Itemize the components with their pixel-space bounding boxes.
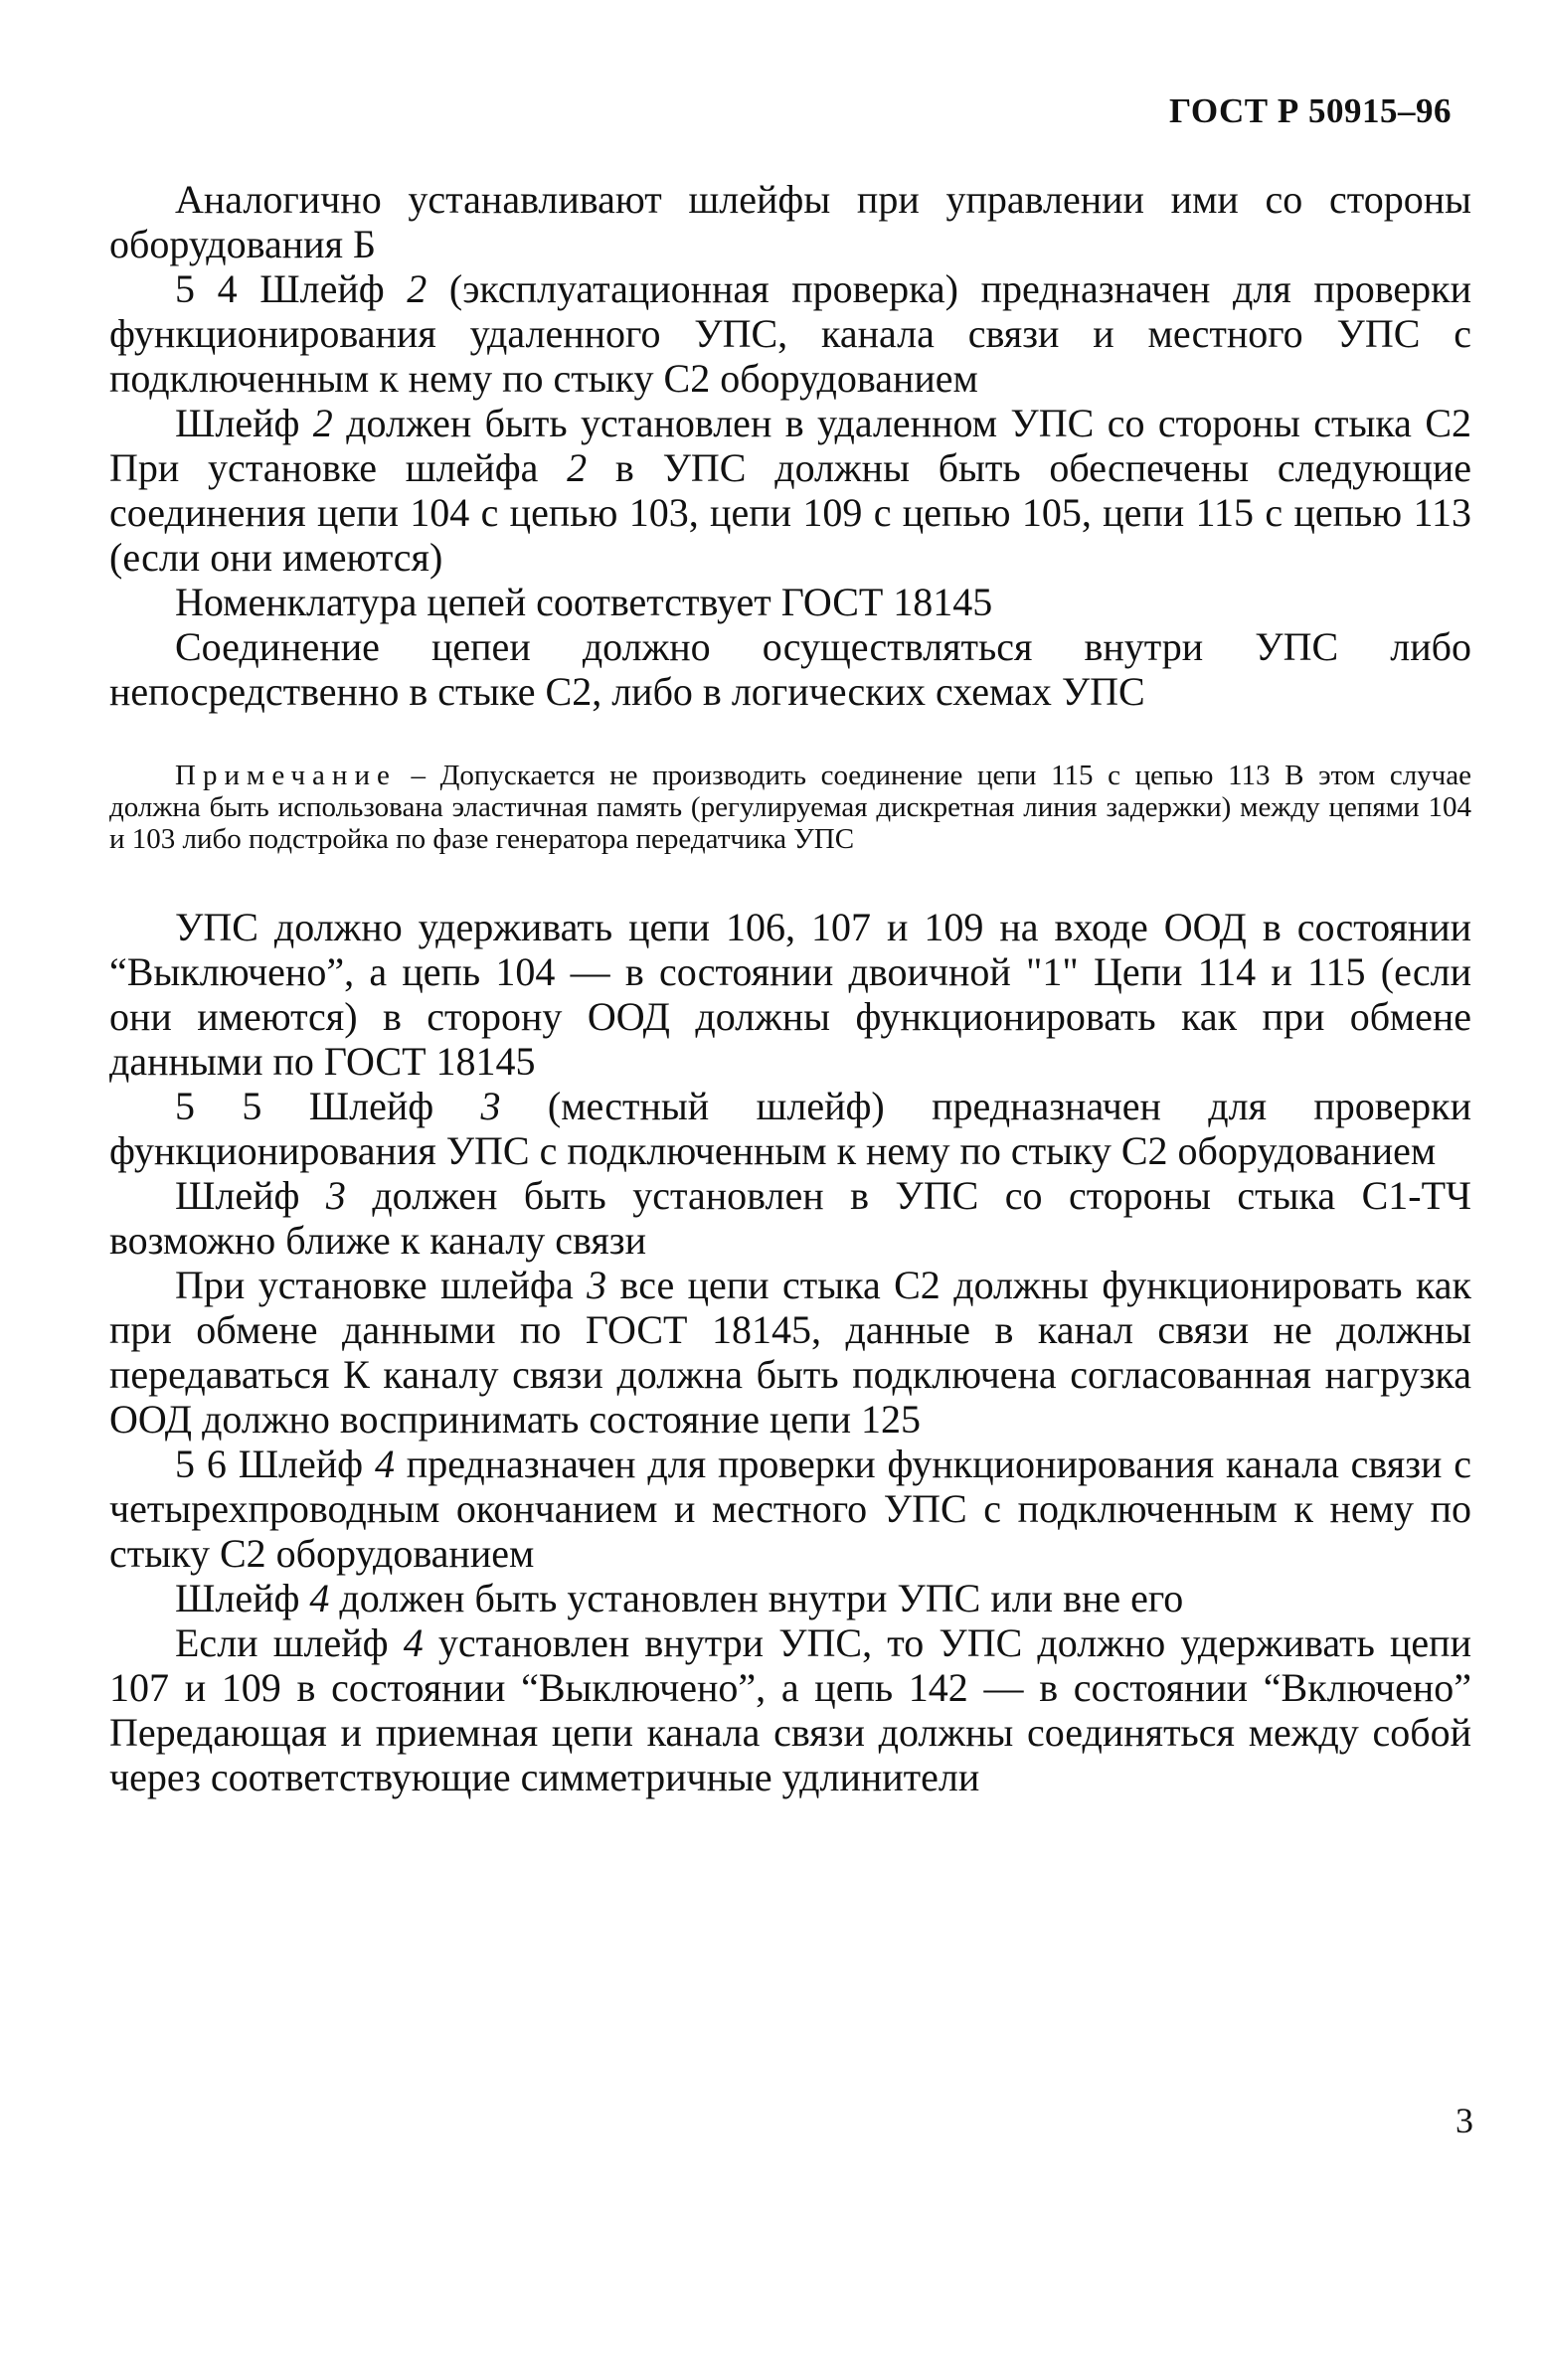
loop-number: 3 [480, 1084, 501, 1128]
paragraph [109, 580, 1471, 624]
paragraph [109, 266, 1471, 401]
paragraph-text: должен быть установлен в удаленном УПС со стороны стыка С2 При установке шлейфа [109, 401, 1472, 490]
clause-lead: 5 5 Шлейф [175, 1084, 481, 1128]
loop-number: 2 [407, 266, 428, 311]
clause-lead: Если шлейф [175, 1620, 404, 1665]
paragraph-text: Аналогично устанавливают шлейфы при управлении ими со стороны оборудования Б [109, 177, 1471, 266]
paragraph-text: Номенклатура цепей соответствует ГОСТ 18145 [175, 580, 993, 624]
note-text: – Допускается не производить соединение цепи 115 с цепью 113 В этом случае должна быть использована эластичная память (регулируемая дискретная линия задержки) между цепями 104 и 103 либо подстройка по фазе генератора передатчика УПС [109, 760, 1471, 855]
paragraph-text: должен быть установлен внутри УПС или вне его [329, 1576, 1184, 1620]
paragraph [109, 1620, 1471, 1799]
paragraph-text: предназначен для проверки функционирования канала связи с четырехпроводным окончанием и местного УПС с подключенным к нему по стыку С2 оборудованием [109, 1442, 1472, 1576]
loop-number: 2 [567, 445, 588, 490]
paragraph-text: все цепи стыка С2 должны функционировать как при обмене данными по ГОСТ 18145, данные в канал связи не должны передаваться К каналу связи должна быть подключена согласованная нагрузка ООД должно воспринимать состояние цепи 125 [109, 1263, 1471, 1442]
note [109, 760, 1471, 855]
paragraph-text: (местный шлейф) предназначен для проверки функционирования УПС с подключенным к нему по стыку С2 оборудованием [109, 1084, 1471, 1173]
paragraph-text: должен быть установлен в УПС со стороны стыка С1-ТЧ возможно ближе к каналу связи [109, 1173, 1471, 1263]
loop-number: 4 [403, 1620, 424, 1665]
page-number: 3 [1455, 2101, 1473, 2140]
loop-number: 4 [309, 1576, 330, 1620]
paragraph-text: УПС должно удерживать цепи 106, 107 и 109 на входе ООД в состоянии “Выключено”, а цепь 104 — в состоянии двоичной "1" Цепи 114 и 115 (если они имеются) в сторону ООД должны функционировать как при обмене данными по ГОСТ 18145 [109, 905, 1471, 1084]
paragraph [109, 1263, 1471, 1442]
paragraph [109, 624, 1471, 714]
paragraph [109, 1084, 1471, 1173]
clause-lead: При установке шлейфа [175, 1263, 588, 1307]
paragraph [109, 1442, 1471, 1576]
note-label: Примечание [175, 760, 397, 791]
loop-number: 4 [374, 1442, 395, 1486]
loop-number: 2 [312, 401, 333, 445]
paragraph [109, 401, 1471, 580]
paragraph [109, 177, 1471, 266]
clause-lead: Шлейф [175, 1576, 310, 1620]
clause-lead: Шлейф [175, 1173, 326, 1218]
paragraph [109, 905, 1471, 1084]
paragraph [109, 1576, 1471, 1620]
paragraph [109, 1173, 1471, 1263]
paragraph-text: установлен внутри УПС, то УПС должно удерживать цепи 107 и 109 в состоянии “Выключено”, а цепь 142 — в состоянии “Включено” Передающая и приемная цепи канала связи должны соединяться между собой через соответствующие симметричные удлинители [109, 1620, 1471, 1799]
clause-lead: 5 6 Шлейф [175, 1442, 375, 1486]
paragraph-text: (эксплуатационная проверка) предназначен для проверки функционирования удаленного УПС, канала связи и местного УПС с подключенным к нему по стыку С2 оборудованием [109, 266, 1471, 401]
clause-lead: Шлейф [175, 401, 313, 445]
paragraph-text: в УПС должны быть обеспечены следующие соединения цепи 104 с цепью 103, цепи 109 с цепью 105, цепи 115 с цепью 113 (если они имеются) [109, 445, 1471, 580]
loop-number: 3 [587, 1263, 607, 1307]
document-header: ГОСТ Р 50915–96 [1168, 91, 1452, 130]
clause-lead: 5 4 Шлейф [175, 266, 408, 311]
paragraph-text: Соединение цепеи должно осуществляться внутри УПС либо непосредственно в стыке С2, либо в логических схемах УПС [109, 624, 1471, 714]
loop-number: 3 [325, 1173, 346, 1218]
document-body [109, 177, 1471, 1799]
